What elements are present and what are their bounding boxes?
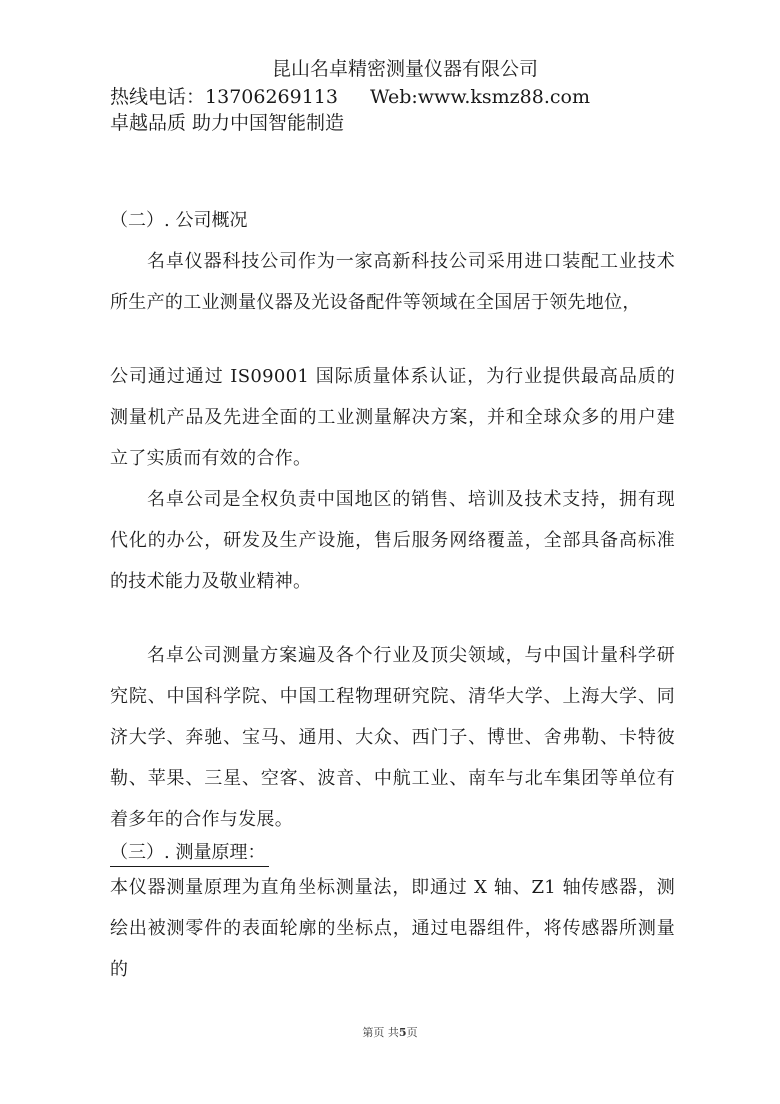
company-name: 昆山名卓精密测量仪器有限公司 — [271, 58, 538, 80]
hotline-number: 13706269113 — [205, 86, 338, 108]
document-body — [110, 200, 675, 990]
footer-page-suffix: 页 — [406, 1026, 418, 1039]
section-3-title: （三）. 测量原理： — [110, 840, 269, 867]
footer-total-pages: 5 — [398, 1026, 407, 1039]
slogan: 卓越品质 助力中国智能制造 — [110, 112, 345, 134]
hotline-label: 热线电话： — [110, 86, 206, 108]
page-footer — [0, 1024, 780, 1040]
section-2-title: （二）. 公司概况 — [110, 210, 248, 231]
paragraph-company-intro: 名卓仪器科技公司作为一家高新科技公司采用进口装配工业技术所生产的工业测量仪器及光设备配件等领域在全国居于领先地位， — [110, 251, 675, 313]
footer-page-prefix: 第页 共 — [362, 1026, 399, 1039]
website-link[interactable]: Web:www.ksmz88.com — [370, 86, 590, 108]
paragraph-measurement-principle: 本仪器测量原理为直角坐标测量法，即通过 X 轴、Z1 轴传感器，测绘出被测零件的表面轮廓的坐标点，通过电器组件，将传感器所测量的 — [110, 877, 675, 980]
document-header — [110, 56, 670, 136]
paragraph-certification: 公司通过通过 IS09001 国际质量体系认证，为行业提供最高品质的测量机产品及先进全面的工业测量解决方案，并和全球众多的用户建立了实质而有效的合作。 — [110, 366, 675, 469]
hotline-line — [110, 84, 670, 110]
paragraph-partners: 名卓公司测量方案遍及各个行业及顶尖领域，与中国计量科学研究院、中国科学院、中国工程物理研究院、清华大学、上海大学、同济大学、奔驰、宝马、通用、大众、西门子、博世、舍弗勒、卡特彼勒、苹果、三星、空客、波音、中航工业、南车与北车集团等单位有着多年的合作与发展。 — [110, 645, 675, 830]
paragraph-services: 名卓公司是全权负责中国地区的销售、培训及技术支持，拥有现代化的办公，研发及生产设施，售后服务网络覆盖，全部具备高标准的技术能力及敬业精神。 — [110, 489, 675, 592]
